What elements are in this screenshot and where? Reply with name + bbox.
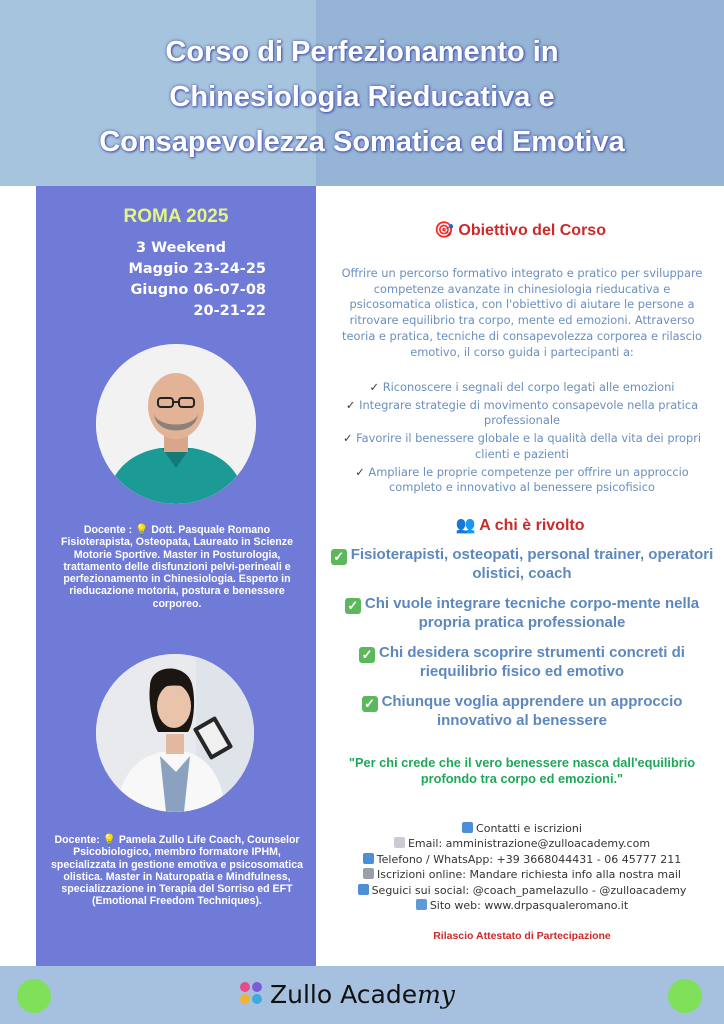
phone-icon bbox=[462, 822, 473, 833]
left-margin bbox=[0, 186, 36, 966]
mobile-icon bbox=[363, 853, 374, 864]
audience-title bbox=[316, 515, 724, 535]
schedule-weekends: 3 Weekend bbox=[135, 240, 227, 256]
page-title bbox=[20, 30, 704, 165]
contacts-title: Contatti e iscrizioni bbox=[326, 821, 718, 836]
schedule bbox=[86, 238, 266, 322]
target-icon: 🎯 bbox=[434, 222, 454, 239]
certificate-note: Rilascio Attestato di Partecipazione bbox=[433, 930, 611, 942]
link-icon bbox=[363, 868, 374, 879]
checkbox-icon: ✓ bbox=[362, 696, 378, 712]
contact-phone[interactable]: Telefono / WhatsApp: +39 3668044431 - 06 45777 211 bbox=[326, 852, 718, 867]
check-icon: ✓ bbox=[342, 431, 353, 446]
teacher1-photo bbox=[96, 344, 256, 504]
checkbox-icon: ✓ bbox=[345, 598, 361, 614]
quote: "Per chi crede che il vero benessere nasca dall'equilibrio profondo tra corpo ed emozioni." bbox=[348, 755, 696, 786]
mail-icon bbox=[394, 837, 405, 848]
teacher2-photo bbox=[96, 654, 254, 812]
list-item: ✓ Chi desidera scoprire strumenti concreti di riequilibrio fisico ed emotivo bbox=[330, 644, 714, 681]
teacher1-bio: Docente : 💡 Dott. Pasquale Romano Fisioterapista, Osteopata, Laureato in Scienze Motorie Sportive. Master in Posturologia, trattamento delle disfunzioni pelvi-perineali e perfezionamento in Chinesiologia. Esperto in rieducazione motoria, postura e benessere corporeo. bbox=[61, 524, 293, 610]
teacher2-bio: Docente: 💡 Pamela Zullo Life Coach, Counselor Psicobiologico, membro formatore IPHM, specializzata in gestione emotiva e psicosomatica olistica. Master in Naturopatia e Mindfulness, specializzazione in Terapia del Sorriso ed EFT (Emotional Freedom Techniques). bbox=[51, 834, 303, 908]
objective-title-text: Obiettivo del Corso bbox=[458, 222, 606, 239]
title-line: Corso di Perfezionamento in bbox=[165, 36, 559, 68]
list-item: ✓ Ampliare le proprie competenze per offrire un approccio completo e innovativo al benessere psicofisico bbox=[355, 464, 689, 495]
objective-list bbox=[336, 380, 708, 498]
schedule-june: Giugno 06-07-08 bbox=[130, 282, 266, 298]
checkbox-icon: ✓ bbox=[331, 549, 347, 565]
contact-online[interactable]: Iscrizioni online: Mandare richiesta info alla nostra mail bbox=[326, 867, 718, 882]
check-icon: ✓ bbox=[355, 464, 365, 479]
title-line: Consapevolezza Somatica ed Emotiva bbox=[99, 126, 625, 158]
contacts bbox=[326, 821, 718, 913]
footer-dot-left bbox=[17, 979, 51, 1013]
checkbox-icon: ✓ bbox=[359, 647, 375, 663]
schedule-may: Maggio 23-24-25 bbox=[128, 261, 266, 277]
audience-title-text: A chi è rivolto bbox=[479, 517, 585, 534]
audience-list bbox=[330, 546, 714, 742]
logo-icon bbox=[240, 982, 264, 1006]
list-item: ✓ Riconoscere i segnali del corpo legati alle emozioni bbox=[369, 380, 675, 394]
city-year: ROMA 2025 bbox=[123, 206, 229, 227]
laptop-icon bbox=[416, 899, 427, 910]
list-item: ✓ Chiunque voglia apprendere un approccio innovativo al benessere bbox=[330, 693, 714, 730]
list-item: ✓ Chi vuole integrare tecniche corpo-mente nella propria pratica professionale bbox=[330, 595, 714, 632]
brand-logo bbox=[240, 978, 455, 1010]
mobile-icon bbox=[358, 884, 369, 895]
objective-intro: Offrire un percorso formativo integrato e pratico per sviluppare competenze avanzate in chinesiologia rieducativa e psicosomatica olistica, con l'obiettivo di aiutare le persone a ritrovare equilibrio tra corpo, mente ed emozioni. Attraverso teoria e pratica, tecniche di consapevolezza corporea e rilascio emotivo, il corso guida i partecipanti a: bbox=[341, 266, 703, 359]
people-icon: 👥 bbox=[455, 517, 476, 534]
schedule-june-2: 20-21-22 bbox=[193, 303, 266, 319]
title-line: Chinesiologia Rieducativa e bbox=[169, 81, 555, 113]
contact-social[interactable]: Seguici sui social: @coach_pamelazullo - @zulloacademy bbox=[326, 883, 718, 898]
contact-email[interactable]: Email: amministrazione@zulloacademy.com bbox=[326, 836, 718, 851]
list-item: ✓ Fisioterapisti, osteopati, personal trainer, operatori olistici, coach bbox=[330, 546, 714, 583]
objective-title bbox=[316, 220, 724, 240]
list-item: ✓ Integrare strategie di movimento consapevole nella pratica professionale bbox=[345, 397, 699, 428]
list-item: ✓ Favorire il benessere globale e la qualità della vita dei propri clienti e pazienti bbox=[342, 431, 702, 461]
contact-web[interactable]: Sito web: www.drpasqualeromano.it bbox=[326, 898, 718, 913]
footer-dot-right bbox=[668, 979, 702, 1013]
check-icon: ✓ bbox=[345, 397, 356, 412]
check-icon: ✓ bbox=[369, 380, 380, 394]
brand-name: Zullo Academy bbox=[270, 979, 455, 1009]
